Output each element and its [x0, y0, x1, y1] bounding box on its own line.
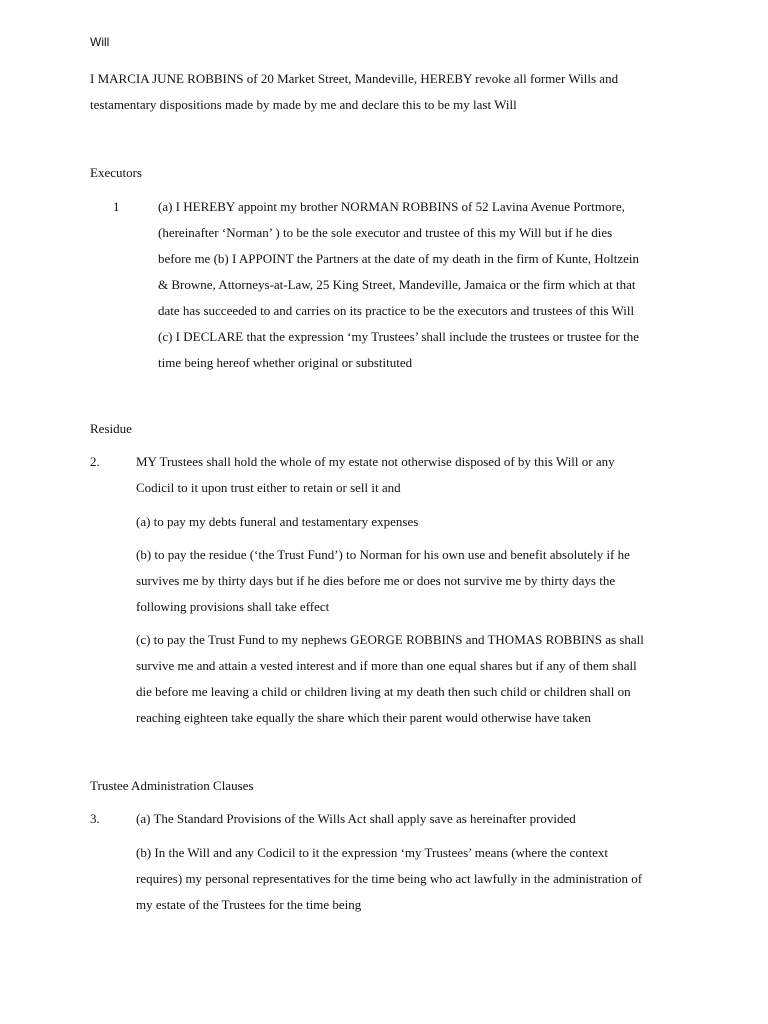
residue-main-clause — [136, 449, 696, 501]
trustee-subclause-a — [136, 806, 696, 832]
clause-line: (b) In the Will and any Codicil to it the expression ‘my Trustees’ means (where the context — [136, 845, 608, 860]
clause-number-1: 1 — [113, 199, 120, 214]
clause-line: (c) to pay the Trust Fund to my nephews GEORGE ROBBINS and THOMAS ROBBINS as shall — [136, 632, 644, 647]
clause-line: date has succeeded to and carries on its practice to be the executors and trustees of this Will — [158, 303, 635, 318]
clause-line: before me (b) I APPOINT the Partners at the date of my death in the firm of Kunte, Holtzein — [158, 251, 639, 266]
clause-line: (a) to pay my debts funeral and testamentary expenses — [136, 514, 419, 529]
clause-line: & Browne, Attorneys-at-Law, 25 King Street, Mandeville, Jamaica or the firm which at that — [158, 277, 636, 292]
clause-line: reaching eighteen take equally the share which their parent would otherwise have taken — [136, 710, 591, 725]
clause-line: (c) I DECLARE that the expression ‘my Trustees’ shall include the trustees or trustee for the — [158, 329, 640, 344]
section-heading-executors: Executors — [90, 165, 142, 180]
section-heading-residue: Residue — [90, 421, 132, 436]
clause-line: (hereinafter ‘Norman’ ) to be the sole executor and trustee of this my Will but if he dies — [158, 225, 613, 240]
clause-line: my estate of the Trustees for the time being — [136, 897, 362, 912]
clause-number-3: 3. — [90, 811, 100, 826]
executors-clause — [158, 194, 698, 376]
residue-subclause-c — [136, 627, 696, 731]
clause-number-2: 2. — [90, 454, 100, 469]
intro-paragraph — [90, 66, 690, 118]
clause-line: requires) my personal representatives for the time being who act lawfully in the administration of — [136, 871, 643, 886]
residue-subclause-a — [136, 509, 696, 535]
clause-line: die before me leaving a child or children living at my death then such child or children shall on — [136, 684, 631, 699]
clause-line: survives me by thirty days but if he dies before me or does not survive me by thirty days the — [136, 573, 616, 588]
clause-line: (b) to pay the residue (‘the Trust Fund’) to Norman for his own use and benefit absolutely if he — [136, 547, 630, 562]
clause-line: (a) The Standard Provisions of the Wills Act shall apply save as hereinafter provided — [136, 811, 576, 826]
clause-line: following provisions shall take effect — [136, 599, 330, 614]
clause-line: time being hereof whether original or substituted — [158, 355, 413, 370]
document-title: Will — [90, 35, 110, 49]
clause-line: survive me and attain a vested interest and if more than one equal shares but if any of them shall — [136, 658, 637, 673]
trustee-subclause-b — [136, 840, 696, 918]
clause-line: (a) I HEREBY appoint my brother NORMAN ROBBINS of 52 Lavina Avenue Portmore, — [158, 199, 625, 214]
intro-line: I MARCIA JUNE ROBBINS of 20 Market Street, Mandeville, HEREBY revoke all former Wills and — [90, 71, 619, 86]
intro-line: testamentary dispositions made by made by me and declare this to be my last Will — [90, 97, 517, 112]
clause-line: MY Trustees shall hold the whole of my estate not otherwise disposed of by this Will or any — [136, 454, 615, 469]
residue-subclause-b — [136, 542, 696, 620]
clause-line: Codicil to it upon trust either to retain or sell it and — [136, 480, 401, 495]
section-heading-trustee-admin: Trustee Administration Clauses — [90, 778, 254, 793]
